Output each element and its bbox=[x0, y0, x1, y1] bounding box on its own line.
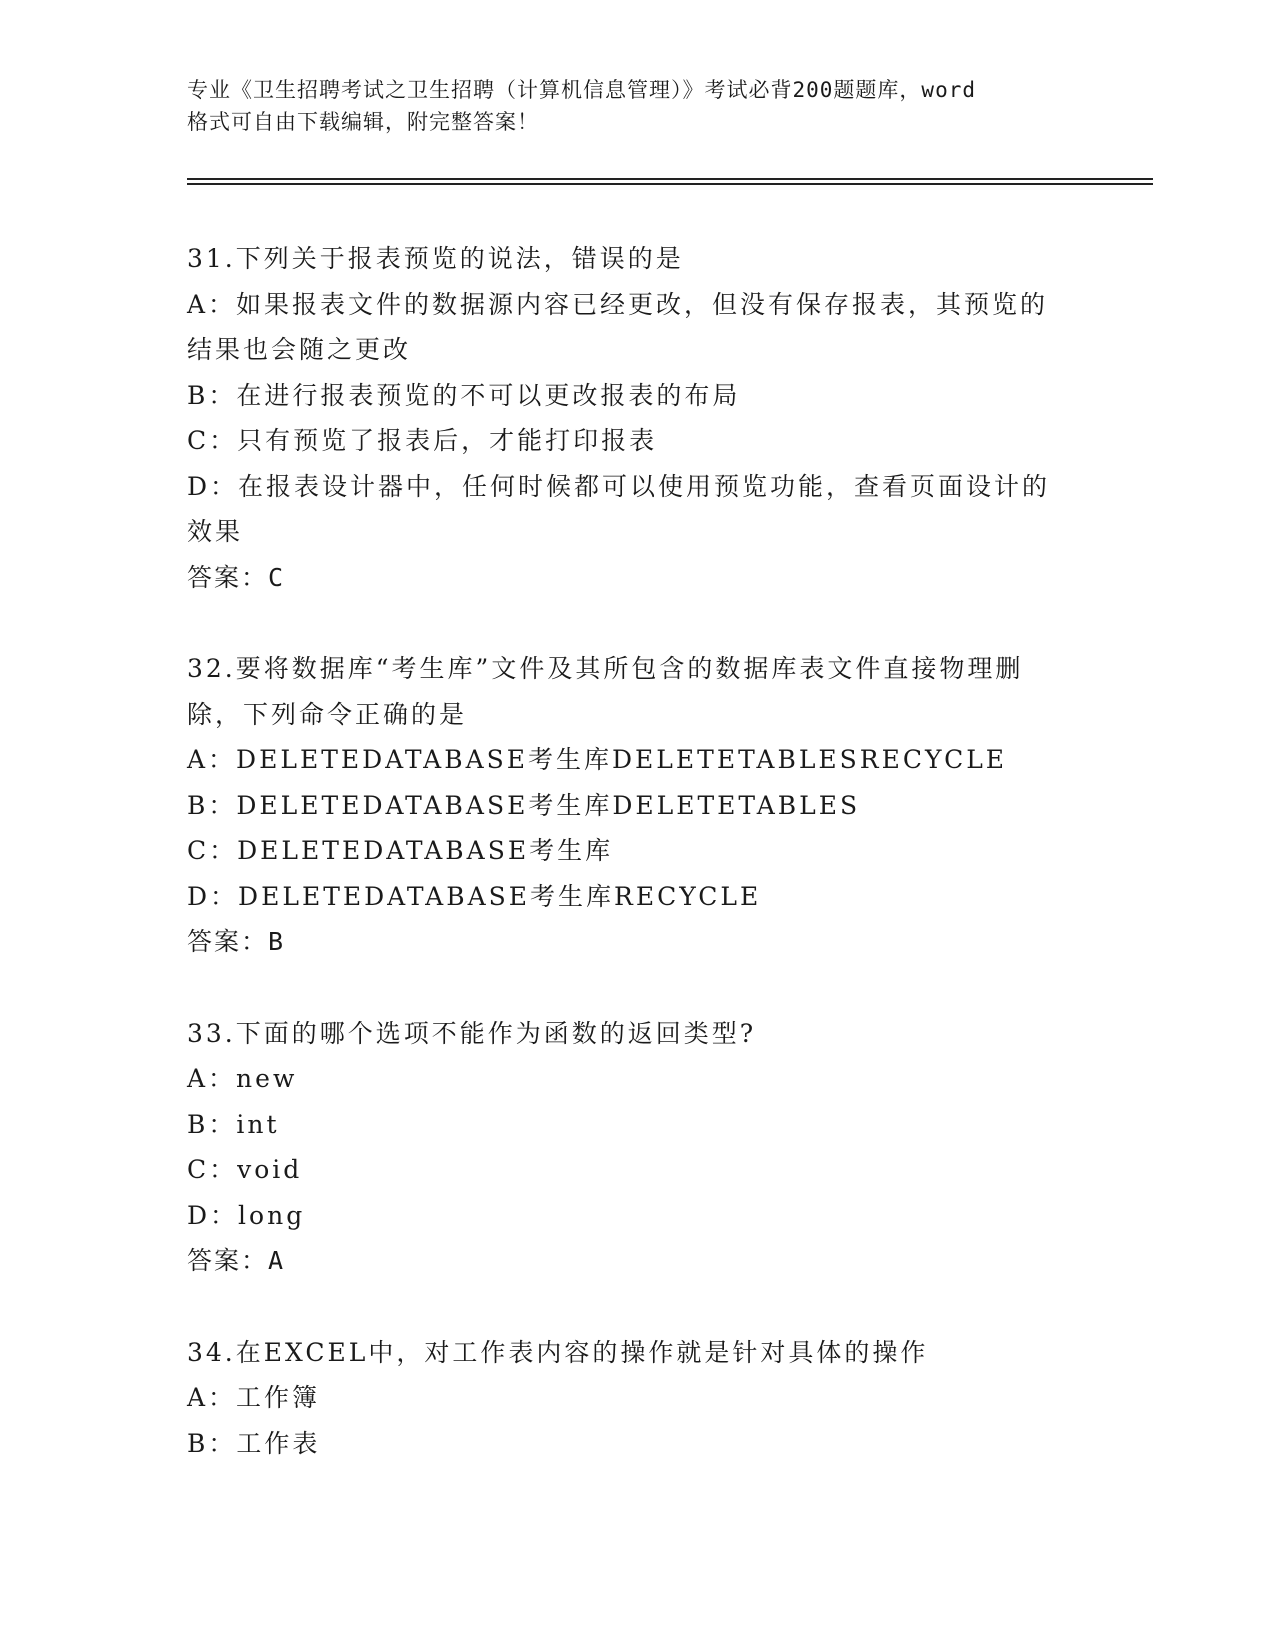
option-b: B：DELETEDATABASE考生库DELETETABLES bbox=[187, 790, 861, 820]
answer-text: 答案：A bbox=[187, 1246, 286, 1275]
question-32 bbox=[187, 646, 1087, 965]
option-a: A：工作簿 bbox=[187, 1383, 321, 1412]
option-d: D：long bbox=[187, 1200, 306, 1230]
question-stem-continued: 除，下列命令正确的是 bbox=[187, 699, 468, 729]
question-stem: 31.下列关于报表预览的说法，错误的是 bbox=[187, 244, 684, 273]
question-34 bbox=[187, 1330, 1087, 1467]
answer-text: 答案：C bbox=[187, 562, 286, 592]
header-divider-bottom bbox=[187, 183, 1153, 185]
option-a-continued: 结果也会随之更改 bbox=[187, 335, 412, 364]
option-c: C：DELETEDATABASE考生库 bbox=[187, 836, 614, 865]
header-divider-top bbox=[187, 178, 1153, 180]
option-d-continued: 效果 bbox=[187, 517, 244, 546]
option-b: B：int bbox=[187, 1109, 280, 1139]
header-line-2: 格式可自由下载编辑，附完整答案！ bbox=[187, 110, 539, 134]
question-stem: 34.在EXCEL中，对工作表内容的操作就是针对具体的操作 bbox=[187, 1337, 929, 1367]
option-a: A：new bbox=[187, 1064, 298, 1093]
option-c: C：只有预览了报表后，才能打印报表 bbox=[187, 426, 658, 455]
option-c: C：void bbox=[187, 1155, 303, 1184]
option-d: D：DELETEDATABASE考生库RECYCLE bbox=[187, 881, 762, 911]
option-d: D：在报表设计器中，任何时候都可以使用预览功能，查看页面设计的 bbox=[187, 471, 1051, 501]
answer-text: 答案：B bbox=[187, 927, 286, 956]
question-stem: 32.要将数据库“考生库”文件及其所包含的数据库表文件直接物理删 bbox=[187, 654, 1024, 683]
option-b: B：在进行报表预览的不可以更改报表的布局 bbox=[187, 380, 741, 410]
option-b: B：工作表 bbox=[187, 1428, 321, 1458]
question-stem: 33.下面的哪个选项不能作为函数的返回类型? bbox=[187, 1018, 757, 1048]
question-list bbox=[187, 236, 1087, 1512]
option-a: A：如果报表文件的数据源内容已经更改，但没有保存报表，其预览的 bbox=[187, 289, 1049, 319]
option-a: A：DELETEDATABASE考生库DELETETABLESRECYCLE bbox=[187, 745, 1008, 774]
question-31 bbox=[187, 236, 1087, 600]
document-header bbox=[187, 74, 1087, 138]
header-line-1: 专业《卫生招聘考试之卫生招聘（计算机信息管理）》考试必背200题题库，word bbox=[187, 78, 976, 102]
question-33 bbox=[187, 1011, 1087, 1284]
